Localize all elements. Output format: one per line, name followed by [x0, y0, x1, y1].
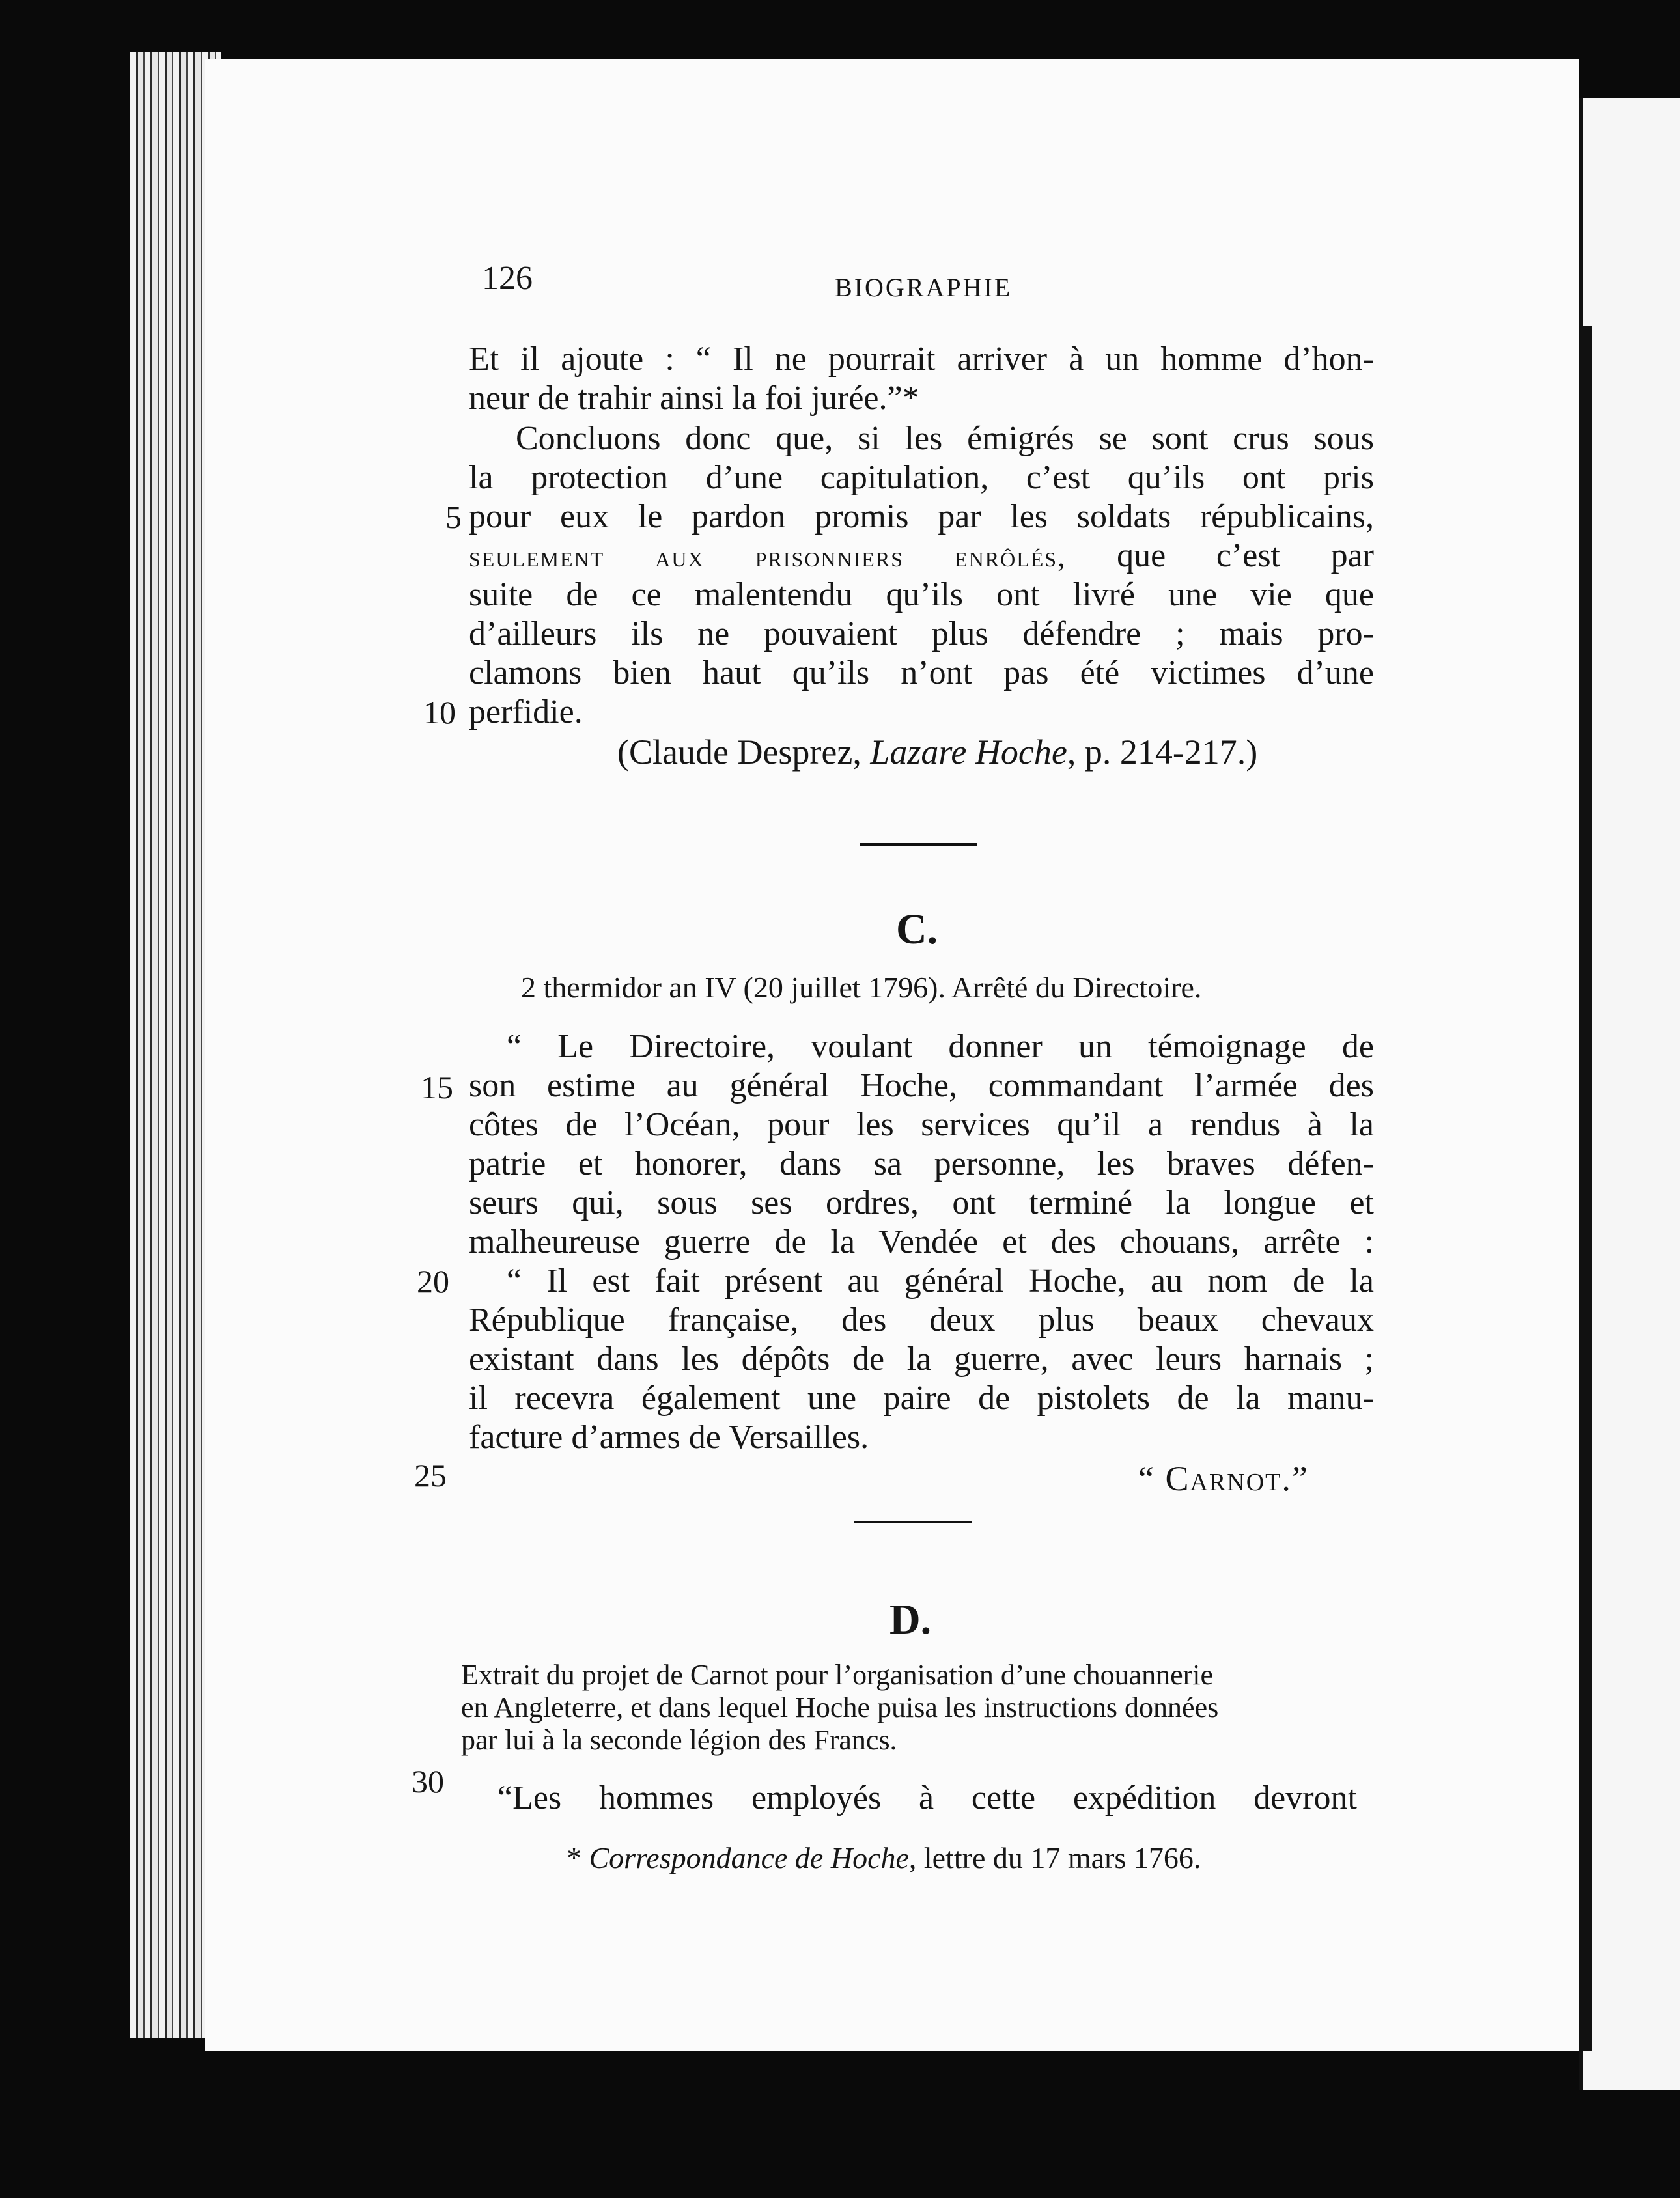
- footnote-title: Correspondance de Hoche: [589, 1841, 909, 1874]
- footnote-text: , lettre du 17 mars 1766.: [908, 1841, 1201, 1874]
- facing-page-edge: [1579, 98, 1680, 2090]
- text-line: d’ailleurs ils ne pouvaient plus défendre ; mais pro-: [469, 615, 1374, 652]
- citation-after: , p. 214-217.): [1067, 732, 1258, 772]
- line-number: 5: [445, 499, 462, 535]
- line-number: 10: [423, 694, 456, 730]
- text-line: [469, 536, 1374, 576]
- line-number: 15: [421, 1069, 453, 1106]
- line-number: 20: [417, 1263, 449, 1300]
- text-line: son estime au général Hoche, commandant l’armée des: [469, 1067, 1374, 1104]
- small-caps-phrase: seulement aux prisonniers enrôlés,: [469, 540, 1067, 573]
- text-line: patrie et honorer, dans sa personne, les braves défen-: [469, 1145, 1374, 1182]
- text-line: la protection d’une capitulation, c’est qu’ils ont pris: [469, 459, 1374, 496]
- section-divider: [854, 1521, 972, 1523]
- footnote-marker: *: [567, 1841, 589, 1874]
- text-line: République française, des deux plus beaux chevaux: [469, 1301, 1374, 1339]
- citation-title: Lazare Hoche: [870, 732, 1067, 772]
- section-divider: [860, 843, 977, 846]
- section-heading: C.: [896, 906, 938, 953]
- text-line: Et il ajoute : “ Il ne pourrait arriver à un homme d’hon-: [469, 341, 1374, 378]
- text-line: malheureuse guerre de la Vendée et des chouans, arrête :: [469, 1223, 1374, 1260]
- text-line: “ Le Directoire, voulant donner un témoignage de: [507, 1028, 1374, 1065]
- text-fragment: que c’est par: [1066, 537, 1374, 574]
- text-line: il recevra également une paire de pistolets de la manu-: [469, 1380, 1374, 1417]
- section-heading: D.: [889, 1596, 932, 1643]
- citation: [617, 732, 1257, 772]
- signature: “ Carnot.”: [1138, 1459, 1309, 1498]
- text-line: seurs qui, sous ses ordres, ont terminé la longue et: [469, 1184, 1374, 1221]
- text-line: neur de trahir ainsi la foi jurée.”*: [469, 380, 919, 417]
- section-subtitle: Extrait du projet de Carnot pour l’organisation d’une chouannerie: [461, 1659, 1214, 1691]
- section-subtitle: par lui à la seconde légion des Francs.: [461, 1724, 897, 1756]
- line-number: 30: [412, 1763, 444, 1800]
- text-line: clamons bien haut qu’ils n’ont pas été victimes d’une: [469, 654, 1374, 691]
- running-title: BIOGRAPHIE: [835, 273, 1013, 302]
- text-line: existant dans les dépôts de la guerre, avec leurs harnais ;: [469, 1341, 1374, 1378]
- text-line: suite de ce malentendu qu’ils ont livré une vie que: [469, 576, 1374, 613]
- section-subtitle: 2 thermidor an IV (20 juillet 1796). Arrêté du Directoire.: [521, 971, 1202, 1004]
- citation-before: (Claude Desprez,: [617, 732, 871, 772]
- page-number: 126: [482, 260, 533, 297]
- line-number: 25: [414, 1457, 447, 1494]
- facing-page-shadow: [1583, 326, 1592, 2051]
- footnote: [567, 1841, 1201, 1875]
- text-line: facture d’armes de Versailles.: [469, 1419, 869, 1456]
- text-line: perfidie.: [469, 693, 583, 730]
- text-line: pour eux le pardon promis par les soldats républicains,: [469, 498, 1374, 535]
- text-line: côtes de l’Océan, pour les services qu’il a rendus à la: [469, 1106, 1374, 1143]
- section-subtitle: en Angleterre, et dans lequel Hoche puisa les instructions données: [461, 1691, 1219, 1723]
- text-line: Concluons donc que, si les émigrés se sont crus sous: [516, 420, 1374, 457]
- text-line: “Les hommes employés à cette expédition devront: [497, 1779, 1357, 1816]
- text-line: “ Il est fait présent au général Hoche, au nom de la: [507, 1262, 1374, 1300]
